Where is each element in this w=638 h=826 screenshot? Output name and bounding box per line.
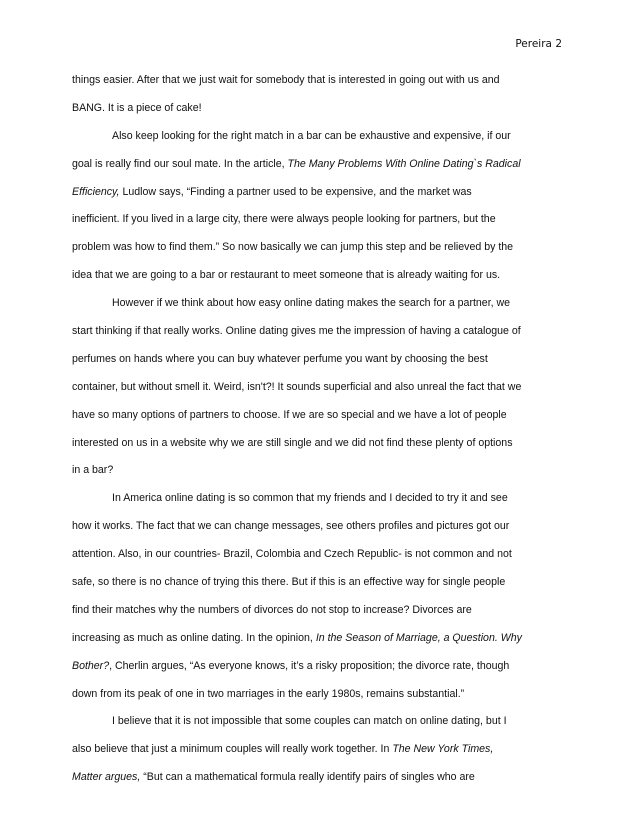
- line-text: down from its peak of one in two marriages in the early 1980s, remains substantial.”: [72, 687, 465, 700]
- line-text: find their matches why the numbers of divorces do not stop to increase? Divorces are: [72, 603, 472, 616]
- line-text: inefficient. If you lived in a large city, there were always people looking for partners, but the: [72, 213, 496, 226]
- line-text: goal is really find our soul mate. In the article,: [72, 157, 288, 170]
- text-line: [72, 179, 570, 207]
- line-text: start thinking if that really works. Online dating gives me the impression of having a catalogue of: [72, 325, 521, 338]
- line-text: problem was how to find them.” So now basically we can jump this step and be relieved by the: [72, 241, 514, 254]
- line-text: Ludlow says, “Finding a partner used to be expensive, and the market was: [119, 185, 472, 198]
- paragraph-start: [72, 485, 570, 513]
- line-text: also believe that just a minimum couples will really work together. In: [72, 743, 393, 756]
- line-text: BANG. It is a piece of cake!: [72, 101, 202, 114]
- line-text: “But can a mathematical formula really identify pairs of singles who are: [140, 771, 475, 784]
- text-line: [72, 95, 570, 123]
- publication-title: The New York Times,: [392, 743, 494, 756]
- line-text: attention. Also, in our countries- Brazil, Colombia and Czech Republic- is not common and not: [72, 548, 512, 561]
- author-attribution: Matter argues,: [72, 771, 141, 784]
- article-title: Bother?: [72, 659, 110, 672]
- text-line: [72, 541, 570, 569]
- text-line: [72, 430, 570, 458]
- paragraph-start: [72, 123, 570, 151]
- line-text: In America online dating is so common that my friends and I decided to try it and see: [112, 492, 508, 505]
- line-text: container, but without smell it. Weird, isn't?! It sounds superficial and also unreal the fact that we: [72, 380, 522, 393]
- text-line: [72, 402, 570, 430]
- text-line: [72, 653, 570, 681]
- text-line: [72, 681, 570, 709]
- article-title: The Many Problems With Online Dating`s Radical: [287, 157, 521, 170]
- line-text: interested on us in a website why we are still single and we did not find these plenty of options: [72, 436, 513, 449]
- text-line: [72, 318, 570, 346]
- line-text: safe, so there is no chance of trying this there. But if this is an effective way for single people: [72, 576, 506, 589]
- text-line: [72, 625, 570, 653]
- text-line: [72, 346, 570, 374]
- line-text: in a bar?: [72, 464, 114, 477]
- text-line: [72, 457, 570, 485]
- essay-body: [72, 67, 570, 792]
- text-line: [72, 151, 570, 179]
- line-text: have so many options of partners to choose. If we are so special and we have a lot of people: [72, 408, 507, 421]
- text-line: [72, 569, 570, 597]
- article-title: Efficiency,: [72, 185, 120, 198]
- line-text: Also keep looking for the right match in a bar can be exhaustive and expensive, if our: [112, 129, 511, 142]
- line-text: , Cherlin argues, “As everyone knows, it’s a risky proposition; the divorce rate, though: [109, 659, 510, 672]
- line-text: perfumes on hands where you can buy whatever perfume you want by choosing the best: [72, 352, 488, 365]
- text-line: [72, 206, 570, 234]
- text-line: [72, 597, 570, 625]
- text-line: [72, 764, 570, 792]
- running-head: Pereira 2: [515, 38, 562, 50]
- paragraph-start: [72, 290, 570, 318]
- line-text: increasing as much as online dating. In the opinion,: [72, 631, 316, 644]
- text-line: [72, 67, 570, 95]
- line-text: I believe that it is not impossible that some couples can match on online dating, but I: [112, 715, 507, 728]
- text-line: [72, 262, 570, 290]
- text-line: [72, 374, 570, 402]
- line-text: idea that we are going to a bar or restaurant to meet someone that is already waiting for us.: [72, 269, 501, 282]
- article-title: In the Season of Marriage, a Question. Why: [315, 631, 522, 644]
- line-text: things easier. After that we just wait for somebody that is interested in going out with us and: [72, 74, 500, 86]
- line-text: how it works. The fact that we can change messages, see others profiles and pictures got our: [72, 520, 510, 533]
- line-text: However if we think about how easy online dating makes the search for a partner, we: [112, 297, 511, 310]
- text-line: [72, 736, 570, 764]
- text-line: [72, 234, 570, 262]
- paragraph-start: [72, 708, 570, 736]
- text-line: [72, 513, 570, 541]
